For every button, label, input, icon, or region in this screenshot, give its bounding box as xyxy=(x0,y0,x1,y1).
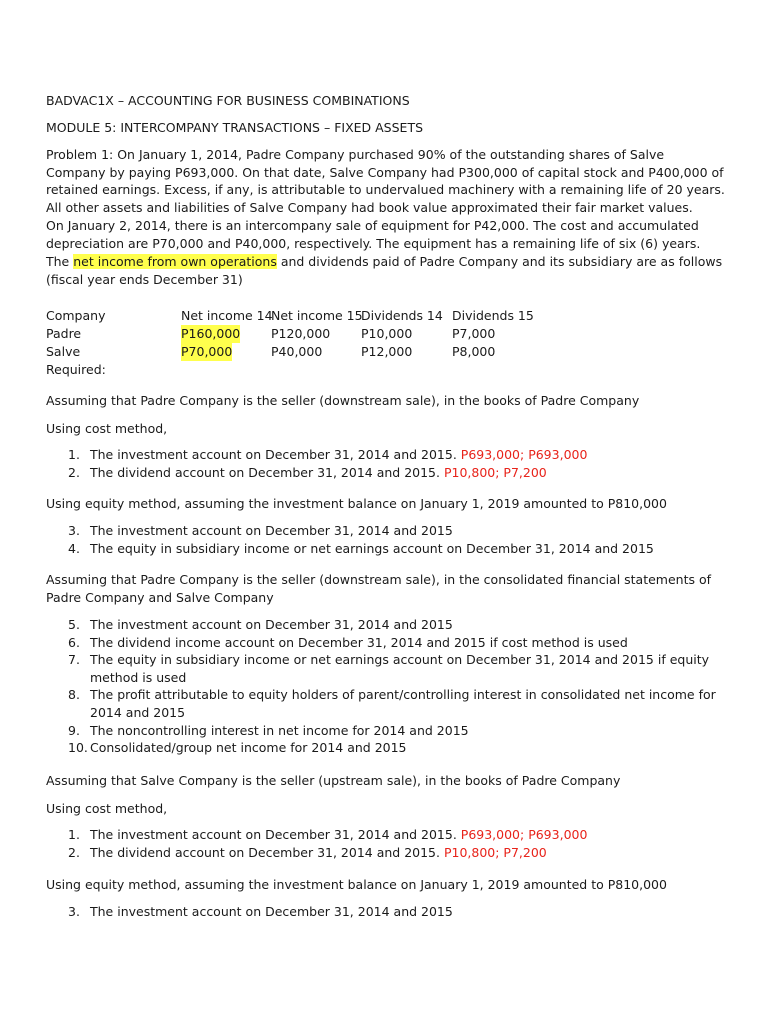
equity-method-list xyxy=(46,522,726,557)
list-item xyxy=(46,739,726,757)
answer-text: P10,800; P7,200 xyxy=(443,844,547,860)
cost-method-heading: Using cost method, xyxy=(46,801,168,816)
answer-text: P693,000; P693,000 xyxy=(460,447,588,462)
consolidated-list xyxy=(46,616,726,757)
list-number: 8. xyxy=(68,687,80,703)
module-heading: MODULE 5: INTERCOMPANY TRANSACTIONS – FIXED ASSETS xyxy=(46,120,424,135)
highlighted-phrase: net income from own operations xyxy=(73,254,277,269)
list-item-text: The investment account on December 31, 2014 and 2015 xyxy=(90,617,453,632)
list-item-text: The dividend account on December 31, 2014 and 2015. xyxy=(90,844,444,860)
table-header-cell: Company xyxy=(46,308,106,323)
section-heading-upstream-books: Assuming that Salve Company is the seller (upstream sale), in the books of Padre Company xyxy=(46,773,621,788)
list-item-text: The noncontrolling interest in net income for 2014 and 2015 xyxy=(90,722,469,738)
upstream-equity-method-list xyxy=(46,903,726,921)
problem-paragraph-2: On January 2, 2014, there is an intercompany sale of equipment for P42,000. The cost and accumulated depreciation are P70,000 and P40,000, respectively. The equipment has a remaining life of six (6) years. xyxy=(46,218,701,251)
section-heading-downstream-books: Assuming that Padre Company is the seller (downstream sale), in the books of Padre Company xyxy=(46,393,640,408)
list-number: 4. xyxy=(68,540,80,556)
answer-text: P693,000; P693,000 xyxy=(460,827,588,842)
list-item-text: The equity in subsidiary income or net earnings account on December 31, 2014 and 2015 if equity method is used xyxy=(90,652,710,685)
list-number: 6. xyxy=(68,634,80,650)
table-cell: P8,000 xyxy=(452,344,496,359)
list-number: 3. xyxy=(68,904,80,919)
required-label: Required: xyxy=(46,362,106,377)
list-number: 2. xyxy=(68,464,80,480)
table-header-cell: Dividends 14 xyxy=(361,308,443,323)
document-title: BADVAC1X – ACCOUNTING FOR BUSINESS COMBINATIONS xyxy=(46,93,410,108)
list-number: 7. xyxy=(68,652,80,668)
list-item xyxy=(46,540,726,558)
list-item xyxy=(46,686,726,721)
table-header-cell: Dividends 15 xyxy=(452,308,534,323)
paragraph-text: The xyxy=(46,254,74,269)
equity-method-heading: Using equity method, assuming the investment balance on January 1, 2019 amounted to P810,000 xyxy=(46,496,667,511)
problem-paragraph-1: Problem 1: On January 1, 2014, Padre Company purchased 90% of the outstanding shares of Salve Company by paying P693,000. On that date, Salve Company had P300,000 of capital stock and P400,000 of retained earnings. Excess, if any, is attributable to undervalued machinery with a remaining life of 20 years. All other assets and liabilities of Salve Company had book value approximated their fair market values. xyxy=(46,147,725,215)
table-header-cell: Net income 15 xyxy=(271,308,363,323)
table-cell-highlighted: P70,000 xyxy=(181,344,233,359)
table-cell: P120,000 xyxy=(271,326,331,341)
list-number: 10. xyxy=(68,740,88,756)
table-cell: P12,000 xyxy=(361,344,413,359)
list-item-text: The profit attributable to equity holders of parent/controlling interest in consolidated net income for 2014 and 2015 xyxy=(90,687,716,720)
upstream-cost-method-list xyxy=(46,826,726,861)
answer-text: P10,800; P7,200 xyxy=(443,464,547,480)
table-cell: Salve xyxy=(46,344,81,359)
list-item-text: The investment account on December 31, 2014 and 2015 xyxy=(90,904,453,919)
paragraph-text: and dividends paid of Padre Company and its subsidiary are as follows (fiscal year ends December 31) xyxy=(46,254,723,287)
list-item-text: The investment account on December 31, 2014 and 2015 xyxy=(90,523,453,538)
table-cell: P7,000 xyxy=(452,326,496,341)
list-number: 1. xyxy=(68,827,80,842)
list-item xyxy=(46,826,726,844)
list-item xyxy=(46,722,726,740)
list-item-text: The dividend income account on December 31, 2014 and 2015 if cost method is used xyxy=(90,634,628,650)
table-cell-highlighted: P160,000 xyxy=(181,326,241,341)
cost-method-list xyxy=(46,446,726,481)
list-item xyxy=(46,634,726,652)
list-item xyxy=(46,903,726,921)
list-number: 3. xyxy=(68,523,80,538)
list-item xyxy=(46,844,726,862)
list-item xyxy=(46,616,726,634)
list-number: 9. xyxy=(68,722,80,738)
equity-method-heading: Using equity method, assuming the investment balance on January 1, 2019 amounted to P810,000 xyxy=(46,877,667,892)
cost-method-heading: Using cost method, xyxy=(46,421,168,436)
table-cell: P40,000 xyxy=(271,344,323,359)
section-heading-downstream-consolidated: Assuming that Padre Company is the seller (downstream sale), in the consolidated financial statements of Padre Company and Salve Company xyxy=(46,572,712,605)
problem-paragraph-3 xyxy=(46,253,726,288)
list-number: 5. xyxy=(68,617,80,632)
list-item-text: Consolidated/group net income for 2014 and 2015 xyxy=(90,740,407,756)
list-number: 1. xyxy=(68,447,80,462)
list-item xyxy=(46,651,726,686)
list-number: 2. xyxy=(68,844,80,860)
table-cell: Padre xyxy=(46,326,82,341)
list-item-text: The equity in subsidiary income or net earnings account on December 31, 2014 and 2015 xyxy=(90,540,654,556)
list-item-text: The investment account on December 31, 2014 and 2015. xyxy=(90,827,461,842)
list-item xyxy=(46,446,726,464)
table-header-cell: Net income 14 xyxy=(181,308,273,323)
list-item xyxy=(46,522,726,540)
list-item-text: The investment account on December 31, 2014 and 2015. xyxy=(90,447,461,462)
table-cell: P10,000 xyxy=(361,326,413,341)
list-item xyxy=(46,464,726,482)
list-item-text: The dividend account on December 31, 2014 and 2015. xyxy=(90,464,444,480)
